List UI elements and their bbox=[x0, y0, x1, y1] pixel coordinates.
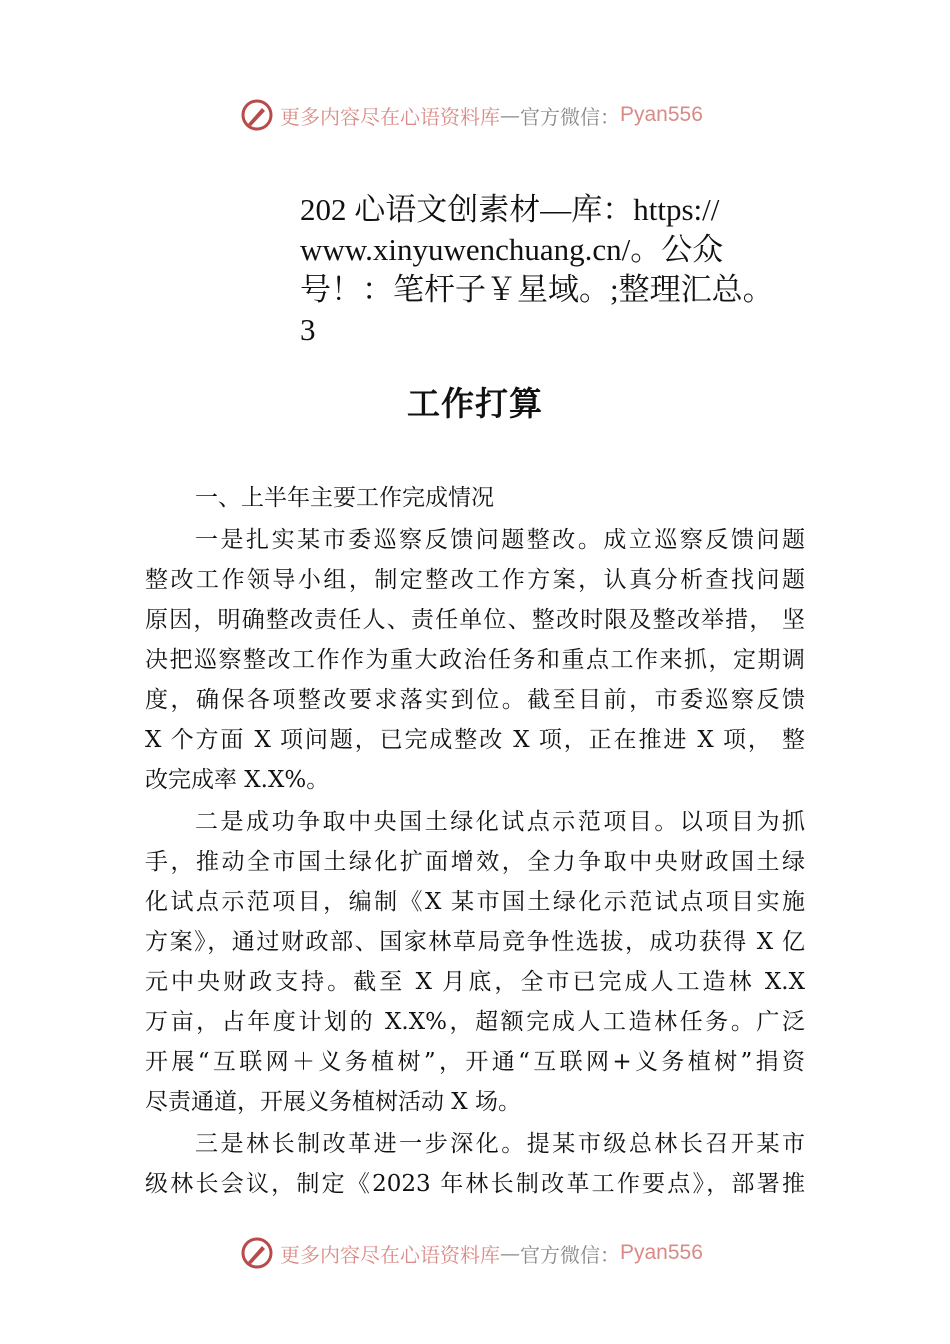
text-line: 整改工作领导小组，制定整改工作方案，认真分析查找问题 bbox=[145, 567, 805, 593]
pen-logo-icon bbox=[240, 1236, 274, 1270]
text-line: 化试点示范项目，编制《X 某市国土绿化示范试点项目实施 bbox=[145, 889, 805, 915]
text-line: 三是林长制改革进一步深化。提某市级总林长召开某市 bbox=[195, 1131, 805, 1157]
text-line: 一是扎实某市委巡察反馈问题整改。成立巡察反馈问题 bbox=[195, 527, 805, 553]
watermark-id: Pyan556 bbox=[620, 103, 703, 126]
text-line: 一、上半年主要工作完成情况 bbox=[195, 485, 494, 511]
watermark-site: 更多内容尽在心语资料库 bbox=[280, 104, 500, 129]
watermark-label: 官方微信： bbox=[520, 104, 620, 129]
text-line: 二是成功争取中央国土绿化试点示范项目。以项目为抓 bbox=[195, 809, 805, 835]
text-line: 尽责通道，开展义务植树活动 X 场。 bbox=[145, 1089, 521, 1115]
text-line: 决把巡察整改工作作为重大政治任务和重点工作来抓，定期调 bbox=[145, 647, 805, 673]
text-line: 改完成率 X.X%。 bbox=[145, 767, 330, 793]
paragraph bbox=[145, 478, 805, 518]
text-line: 级林长会议，制定《2023 年林长制改革工作要点》，部署推 bbox=[145, 1171, 805, 1197]
paragraph bbox=[145, 1124, 805, 1204]
promo-text: 202 心语文创素材—库：https:// www.xinyuwenchuang.cn/。公众 号！：笔杆子￥星域。;整理汇总。 3 bbox=[300, 192, 774, 347]
text-line: 万亩，占年度计划的 X.X%，超额完成人工造林任务。广泛 bbox=[145, 1009, 805, 1035]
watermark-footer: 更多内容尽在心语资料库 — 官方微信： Pyan556 bbox=[240, 1233, 740, 1273]
text-line: 手，推动全市国土绿化扩面增效，全力争取中央财政国土绿 bbox=[145, 849, 805, 875]
text-line: 度，确保各项整改要求落实到位。截至目前，市委巡察反馈 bbox=[145, 687, 805, 713]
text-line: 元中央财政支持。截至 X 月底，全市已完成人工造林 X.X bbox=[145, 969, 805, 995]
paragraph bbox=[145, 520, 805, 800]
text-line: 开展“互联网＋义务植树”，开通“互联网+义务植树”捐资 bbox=[145, 1049, 805, 1075]
document-body bbox=[145, 478, 805, 1206]
document-title: 工作打算 bbox=[407, 384, 543, 423]
text-line: 原因，明确整改责任人、责任单位、整改时限及整改举措， 坚 bbox=[145, 607, 805, 633]
text-line: X 个方面 X 项问题，已完成整改 X 项，正在推进 X 项， 整 bbox=[145, 727, 805, 753]
text-line: 方案》，通过财政部、国家林草局竞争性选拔，成功获得 X 亿 bbox=[145, 929, 805, 955]
watermark-header: 更多内容尽在心语资料库 — 官方微信： Pyan556 bbox=[240, 95, 740, 135]
paragraph bbox=[145, 802, 805, 1122]
pen-logo-icon bbox=[240, 98, 274, 132]
